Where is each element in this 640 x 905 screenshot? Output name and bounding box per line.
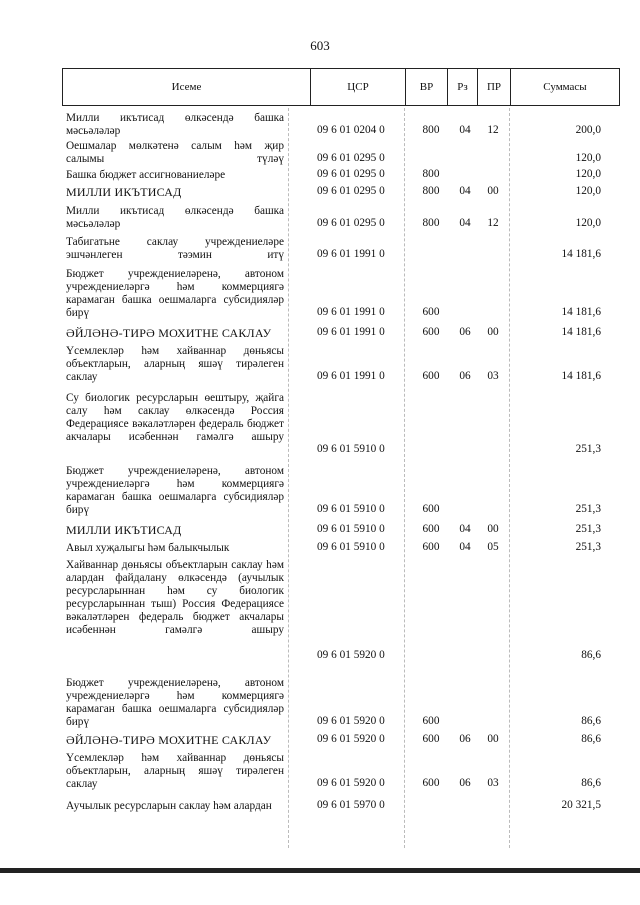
row-csr: 09 6 01 5920 0 xyxy=(317,733,385,745)
row-vr: 600 xyxy=(422,503,440,515)
row-vr: 600 xyxy=(422,541,440,553)
row-csr: 09 6 01 5910 0 xyxy=(317,443,385,455)
table-row xyxy=(62,542,620,555)
row-pr: 03 xyxy=(487,370,499,382)
row-csr: 09 6 01 5910 0 xyxy=(317,523,385,535)
page-number: 603 xyxy=(310,38,330,53)
row-rz: 04 xyxy=(459,185,471,197)
row-csr: 09 6 01 1991 0 xyxy=(317,248,385,260)
table-row xyxy=(62,800,620,813)
row-pr: 00 xyxy=(487,185,499,197)
page-bottom-border xyxy=(0,868,640,873)
row-rz: 04 xyxy=(459,523,471,535)
row-sum: 120,0 xyxy=(575,168,601,180)
table-row xyxy=(62,524,620,537)
row-sum: 251,3 xyxy=(575,503,601,515)
row-rz: 06 xyxy=(459,733,471,745)
table-row xyxy=(62,559,620,663)
row-csr: 09 6 01 0295 0 xyxy=(317,168,385,180)
row-sum: 20 321,5 xyxy=(561,799,601,811)
row-csr: 09 6 01 5910 0 xyxy=(317,503,385,515)
row-rz: 06 xyxy=(459,370,471,382)
row-csr: 09 6 01 5920 0 xyxy=(317,777,385,789)
row-vr: 600 xyxy=(422,370,440,382)
header-sum: Суммасы xyxy=(543,81,587,93)
row-csr: 09 6 01 0295 0 xyxy=(317,217,385,229)
row-sum: 86,6 xyxy=(581,649,601,661)
row-vr: 600 xyxy=(422,523,440,535)
row-vr: 600 xyxy=(422,306,440,318)
row-name: Бюджет учреждениеләренә, автоном учреждениеләргә һәм коммерциягә карамаган башка оешмаларга субсидияләр бирү xyxy=(66,677,284,728)
row-name: ӘЙЛӘНӘ-ТИРӘ МОХИТНЕ САКЛАУ xyxy=(66,733,272,747)
row-csr: 09 6 01 0295 0 xyxy=(317,152,385,164)
row-rz: 04 xyxy=(459,541,471,553)
row-name: Башка бюджет ассигнованиеләре xyxy=(66,169,226,181)
header-pr: ПР xyxy=(478,69,511,105)
row-csr: 09 6 01 1991 0 xyxy=(317,306,385,318)
row-name: Милли икътисад өлкәсендә башка мәсьәләләр xyxy=(66,205,284,230)
table-row xyxy=(62,205,620,231)
row-pr: 03 xyxy=(487,777,499,789)
header-csr: ЦСР xyxy=(311,69,406,105)
table-row xyxy=(62,345,620,384)
row-pr: 00 xyxy=(487,733,499,745)
row-name: Оешмалар мөлкәтенә салым һәм җир салымы түләү xyxy=(66,140,284,165)
row-name: Бюджет учреждениеләренә, автоном учреждениеләргә һәм коммерциягә карамаган башка оешмаларга субсидияләр бирү xyxy=(66,268,284,319)
row-vr: 800 xyxy=(422,185,440,197)
row-vr: 600 xyxy=(422,326,440,338)
row-sum: 14 181,6 xyxy=(561,306,601,318)
row-csr: 09 6 01 0204 0 xyxy=(317,124,385,136)
row-sum: 120,0 xyxy=(575,185,601,197)
row-name: Милли икътисад өлкәсендә башка мәсьәләләр xyxy=(66,112,284,137)
row-rz: 04 xyxy=(459,124,471,136)
table-header xyxy=(62,68,620,106)
row-name: Үсемлекләр һәм хайваннар дөньясы объектларын, аларның яшәү тирәлеген саклау xyxy=(66,345,284,383)
row-name: Үсемлекләр һәм хайваннар дөньясы объектларын, аларның яшәү тирәлеген саклау xyxy=(66,752,284,790)
row-vr: 800 xyxy=(422,124,440,136)
row-csr: 09 6 01 5920 0 xyxy=(317,649,385,661)
row-name: ӘЙЛӘНӘ-ТИРӘ МОХИТНЕ САКЛАУ xyxy=(66,326,272,340)
row-vr: 600 xyxy=(422,777,440,789)
row-rz: 06 xyxy=(459,326,471,338)
row-csr: 09 6 01 5970 0 xyxy=(317,799,385,811)
table-row xyxy=(62,236,620,262)
header-rz: Рз xyxy=(448,69,478,105)
row-sum: 14 181,6 xyxy=(561,248,601,260)
row-csr: 09 6 01 5910 0 xyxy=(317,541,385,553)
table-row xyxy=(62,169,620,182)
table-row xyxy=(62,112,620,138)
table-row xyxy=(62,268,620,320)
row-name: Су биологик ресурсларын өештыру, җайга салу һәм саклау өлкәсендә Россия Федерациясе вәкаләтләрен федераль бюджет акчалары исәбеннән гамәлгә ашыру xyxy=(66,392,284,443)
row-sum: 120,0 xyxy=(575,217,601,229)
table-row xyxy=(62,465,620,517)
row-vr: 800 xyxy=(422,168,440,180)
row-pr: 00 xyxy=(487,523,499,535)
row-name: МИЛЛИ ИКЪТИСАД xyxy=(66,523,182,537)
row-vr: 800 xyxy=(422,217,440,229)
row-pr: 05 xyxy=(487,541,499,553)
row-csr: 09 6 01 0295 0 xyxy=(317,185,385,197)
row-name: Хайваннар дөньясы объектларын саклау һәм алардан файдалану өлкәсендә (аучылык ресурсларыннан һәм су биологик ресурсларыннан тыш) Россия Федерациясе вәкаләтләрен федераль бюджет акчалары исәбеннән гамәлгә ашыру xyxy=(66,559,284,636)
header-vr: ВР xyxy=(406,69,448,105)
row-name: Аучылык ресурсларын саклау һәм алардан xyxy=(66,800,272,812)
row-csr: 09 6 01 1991 0 xyxy=(317,326,385,338)
row-csr: 09 6 01 5920 0 xyxy=(317,715,385,727)
row-pr: 12 xyxy=(487,217,499,229)
row-vr: 600 xyxy=(422,715,440,727)
table-row xyxy=(62,327,620,340)
table-row xyxy=(62,140,620,166)
row-name: Табигатьне саклау учреждениеләре эшчәнлеген тәэмин итү xyxy=(66,236,284,261)
table-row xyxy=(62,392,620,457)
row-name: Бюджет учреждениеләренә, автоном учреждениеләргә һәм коммерциягә карамаган башка оешмаларга субсидияләр бирү xyxy=(66,465,284,516)
row-sum: 251,3 xyxy=(575,541,601,553)
row-sum: 251,3 xyxy=(575,523,601,535)
row-sum: 200,0 xyxy=(575,124,601,136)
row-sum: 86,6 xyxy=(581,777,601,789)
table-row xyxy=(62,734,620,747)
header-name: Исеме xyxy=(63,69,311,105)
row-name: МИЛЛИ ИКЪТИСАД xyxy=(66,185,182,199)
row-sum: 251,3 xyxy=(575,443,601,455)
row-rz: 06 xyxy=(459,777,471,789)
row-rz: 04 xyxy=(459,217,471,229)
row-sum: 14 181,6 xyxy=(561,326,601,338)
row-sum: 14 181,6 xyxy=(561,370,601,382)
table-row xyxy=(62,752,620,791)
row-pr: 12 xyxy=(487,124,499,136)
row-sum: 86,6 xyxy=(581,715,601,727)
row-csr: 09 6 01 1991 0 xyxy=(317,370,385,382)
row-name: Авыл хуҗалыгы һәм балыкчылык xyxy=(66,542,230,554)
row-sum: 86,6 xyxy=(581,733,601,745)
table-row xyxy=(62,186,620,199)
row-pr: 00 xyxy=(487,326,499,338)
row-sum: 120,0 xyxy=(575,152,601,164)
table-row xyxy=(62,677,620,729)
row-vr: 600 xyxy=(422,733,440,745)
